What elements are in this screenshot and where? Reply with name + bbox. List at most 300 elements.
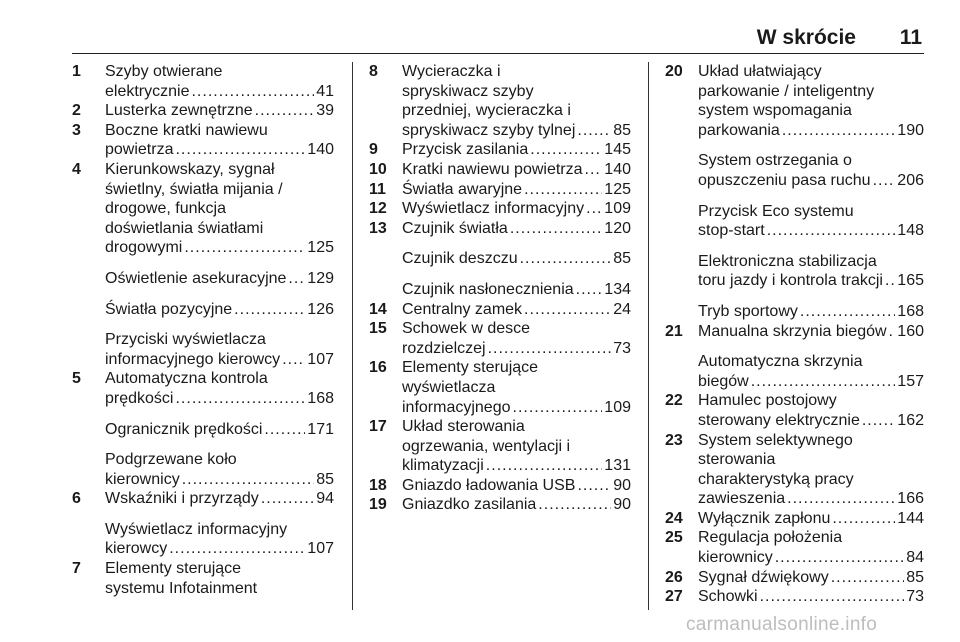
page-header: [72, 0, 924, 54]
index-entry: [72, 489, 334, 509]
page-reference: 157: [897, 372, 924, 390]
page-reference: 90: [613, 476, 631, 494]
page-number: 11: [899, 26, 922, 49]
entry-last-line: [402, 180, 631, 200]
entry-number: 23: [665, 431, 683, 449]
entry-label: Manualna skrzynia biegów: [698, 322, 887, 340]
entry-line: Regulacja położenia: [698, 529, 843, 547]
page-reference: 129: [307, 269, 334, 287]
entry-label: Czujnik deszczu: [402, 250, 518, 268]
entry-line: ogrzewania, wentylacji i: [402, 437, 571, 455]
entry-text: [698, 509, 924, 529]
entry-last-line: [698, 548, 924, 568]
entry-label: sterowany elektrycznie: [698, 411, 860, 429]
entry-label: Wskaźniki i przyrządy: [105, 490, 259, 508]
page-reference: 206: [897, 171, 924, 189]
index-entry: [665, 252, 924, 291]
dot-leader: [751, 372, 896, 392]
entry-label: Schowki: [698, 588, 758, 606]
entry-label: Sygnał dźwiękowy: [698, 568, 829, 586]
entry-text: [402, 300, 631, 320]
page-reference: 41: [316, 82, 334, 100]
page-reference: 85: [613, 121, 631, 139]
index-column-3: [665, 62, 924, 607]
entry-label: prędkości: [105, 389, 174, 407]
page-reference: 190: [897, 121, 924, 139]
entry-line: Przycisk Eco systemu: [698, 202, 854, 220]
entry-line: Układ sterowania: [402, 418, 525, 436]
index-entry: [665, 62, 924, 140]
watermark: carmanualsonline.info: [686, 614, 878, 635]
entry-number: 19: [369, 496, 387, 514]
entry-number: 24: [665, 509, 683, 527]
entry-line: Elementy sterujące: [105, 560, 242, 578]
entry-number: 1: [72, 63, 81, 80]
entry-label: Światła pozycyjne: [105, 300, 233, 318]
entry-label: Kratki nawiewu powietrza: [402, 160, 583, 178]
index-column-2: [369, 62, 631, 515]
entry-last-line: [402, 219, 631, 239]
entry-text: [402, 180, 631, 200]
dot-leader: [530, 140, 602, 160]
dot-leader: [538, 495, 611, 515]
entry-last-line: [105, 489, 334, 509]
entry-last-line: [105, 140, 334, 160]
entry-last-line: [105, 238, 334, 258]
entry-number: 3: [72, 121, 81, 139]
entry-last-line: [698, 509, 924, 529]
page-reference: 126: [307, 300, 334, 318]
entry-line: Automatyczna kontrola: [105, 370, 268, 388]
dot-leader: [255, 101, 315, 121]
page-reference: 144: [897, 509, 924, 527]
index-entry: [369, 358, 631, 417]
index-entry: [369, 495, 631, 515]
entry-label: parkowania: [698, 121, 780, 139]
entry-line: Kierunkowskazy, sygnał: [105, 160, 275, 178]
entry-text: [698, 587, 924, 607]
dot-leader: [586, 199, 602, 219]
entry-label: opuszczeniu pasa ruchu: [698, 171, 871, 189]
entry-text: [105, 330, 334, 369]
dot-leader: [513, 398, 603, 418]
index-entry: [665, 151, 924, 190]
entry-last-line: [402, 339, 631, 359]
entry-line: Boczne kratki nawiewu: [105, 121, 268, 139]
entry-text: [105, 420, 334, 440]
dot-leader: [800, 302, 895, 322]
entry-text: [698, 391, 924, 430]
entry-last-line: [698, 568, 924, 588]
entry-line: sterowania: [698, 451, 776, 469]
entry-number: 20: [665, 63, 683, 80]
dot-leader: [889, 322, 896, 342]
dot-leader: [585, 160, 603, 180]
entry-last-line: [105, 389, 334, 409]
entry-number: 27: [665, 588, 683, 606]
dot-leader: [520, 249, 612, 269]
dot-leader: [787, 489, 895, 509]
entry-number: 25: [665, 529, 683, 547]
entry-last-line: [698, 302, 924, 322]
entry-number: 6: [72, 490, 81, 508]
index-entry: [665, 509, 924, 529]
index-entry: [665, 391, 924, 430]
entry-last-line: [698, 121, 924, 141]
entry-label: Światła awaryjne: [402, 180, 523, 198]
entry-text: [105, 269, 334, 289]
entry-text: [698, 322, 924, 342]
index-entry: [72, 62, 334, 101]
entry-last-line: [698, 221, 924, 241]
index-entry: [369, 280, 631, 300]
entry-last-line: [105, 82, 334, 102]
entry-last-line: [698, 411, 924, 431]
entry-label: Tryb sportowy: [698, 302, 798, 320]
index-entry: [369, 62, 631, 140]
column-divider: [352, 62, 353, 610]
dot-leader: [885, 271, 895, 291]
entry-label: informacyjnego: [402, 398, 511, 416]
entry-line: Układ ułatwiający: [698, 63, 822, 80]
entry-line: drogowe, funkcja: [105, 200, 226, 218]
entry-text: [698, 568, 924, 588]
entry-label: spryskiwacz szyby tylnej: [402, 121, 576, 139]
page-reference: 134: [604, 280, 631, 298]
dot-leader: [524, 300, 611, 320]
page-reference: 24: [613, 300, 631, 318]
entry-label: zawieszenia: [698, 490, 786, 508]
page-reference: 165: [897, 272, 924, 290]
entry-label: Oświetlenie asekuracyjne: [105, 269, 287, 287]
index-entry: [72, 300, 334, 320]
entry-label: informacyjnego kierowcy: [105, 350, 281, 368]
dot-leader: [282, 350, 305, 370]
dot-leader: [264, 420, 305, 440]
entry-last-line: [698, 271, 924, 291]
entry-last-line: [402, 476, 631, 496]
page-reference: 168: [897, 302, 924, 320]
dot-leader: [234, 300, 305, 320]
page-reference: 162: [897, 411, 924, 429]
entry-text: [698, 252, 924, 291]
entry-label: powietrza: [105, 141, 174, 159]
entry-label: klimatyzacji: [402, 457, 484, 475]
entry-text: [105, 520, 334, 559]
entry-line: System selektywnego: [698, 431, 853, 449]
entry-last-line: [105, 269, 334, 289]
entry-last-line: [698, 587, 924, 607]
dot-leader: [775, 548, 905, 568]
index-entry: [369, 300, 631, 320]
dot-leader: [182, 470, 315, 490]
entry-label: Centralny zamek: [402, 300, 523, 318]
entry-line: Podgrzewane koło: [105, 451, 237, 469]
index-entry: [72, 160, 334, 258]
index-entry: [369, 417, 631, 476]
index-entry: [665, 302, 924, 322]
page-reference: 85: [316, 470, 334, 488]
entry-number: 18: [369, 476, 387, 494]
entry-line: System ostrzegania o: [698, 152, 852, 170]
page-reference: 140: [307, 141, 334, 159]
entry-text: [402, 219, 631, 239]
entry-number: 13: [369, 219, 387, 237]
entry-number: 7: [72, 560, 81, 578]
entry-number: 22: [665, 392, 683, 410]
entry-line: wyświetlacza: [402, 378, 496, 396]
entry-last-line: [105, 470, 334, 490]
dot-leader: [873, 171, 896, 191]
entry-number: 14: [369, 300, 387, 318]
index-entry: [665, 202, 924, 241]
page-reference: 39: [316, 102, 334, 120]
entry-label: kierownicy: [105, 470, 180, 488]
dot-leader: [760, 587, 905, 607]
entry-line: system wspomagania: [698, 102, 852, 120]
page-reference: 84: [906, 549, 924, 567]
index-entry: [665, 352, 924, 391]
page-reference: 171: [307, 420, 334, 438]
entry-text: [402, 417, 631, 476]
dot-leader: [576, 280, 603, 300]
entry-last-line: [698, 322, 924, 342]
entry-number: 16: [369, 359, 387, 377]
entry-line: parkowanie / inteligentny: [698, 82, 875, 100]
dot-leader: [577, 121, 611, 141]
page-reference: 160: [897, 322, 924, 340]
entry-last-line: [105, 350, 334, 370]
entry-text: [402, 280, 631, 300]
dot-leader: [524, 180, 602, 200]
index-entry: [665, 322, 924, 342]
entry-last-line: [698, 372, 924, 392]
entry-number: 4: [72, 160, 81, 178]
entry-text: [105, 300, 334, 320]
dot-leader: [832, 509, 895, 529]
page-reference: 140: [604, 160, 631, 178]
entry-last-line: [105, 101, 334, 121]
entry-label: kierownicy: [698, 549, 773, 567]
dot-leader: [862, 411, 895, 431]
page-title: W skrócie: [756, 26, 856, 49]
entry-label: toru jazdy i kontrola trakcji: [698, 272, 883, 290]
page-reference: 73: [613, 339, 631, 357]
entry-text: [402, 249, 631, 269]
entry-last-line: [402, 199, 631, 219]
dot-leader: [175, 140, 305, 160]
entry-line: przedniej, wycieraczka i: [402, 102, 571, 120]
entry-text: [402, 476, 631, 496]
entry-number: 2: [72, 102, 81, 120]
entry-number: 11: [369, 180, 386, 198]
index-entry: [369, 140, 631, 160]
entry-label: stop-start: [698, 222, 765, 240]
entry-text: [698, 151, 924, 190]
dot-leader: [169, 539, 305, 559]
entry-number: 17: [369, 418, 387, 436]
entry-line: Schowek w desce: [402, 320, 531, 338]
entry-line: świetlny, światła mijania /: [105, 180, 283, 198]
page-reference: 145: [604, 141, 631, 159]
entry-text: [105, 369, 334, 408]
page-reference: 125: [307, 239, 334, 257]
entry-text: [105, 62, 334, 101]
index-entry: [369, 249, 631, 269]
entry-last-line: [402, 160, 631, 180]
entry-line: Elektroniczna stabilizacja: [698, 252, 877, 270]
page-reference: 168: [307, 389, 334, 407]
page-reference: 90: [613, 496, 631, 514]
dot-leader: [184, 238, 305, 258]
entry-label: drogowymi: [105, 239, 183, 257]
entry-text: [105, 160, 334, 258]
page-reference: 166: [897, 490, 924, 508]
entry-text: [402, 358, 631, 417]
dot-leader: [175, 389, 305, 409]
entry-label: Czujnik nasłonecznienia: [402, 280, 574, 298]
index-entry: [369, 476, 631, 496]
entry-label: Gniazdko zasilania: [402, 496, 537, 514]
entry-text: [105, 489, 334, 509]
entry-last-line: [402, 495, 631, 515]
entry-last-line: [402, 456, 631, 476]
entry-text: [105, 101, 334, 121]
page-reference: 109: [604, 200, 631, 218]
entry-line: systemu Infotainment: [105, 579, 258, 597]
entry-number: 9: [369, 141, 378, 159]
entry-last-line: [402, 398, 631, 418]
page-reference: 107: [307, 350, 334, 368]
entry-text: [105, 450, 334, 489]
page-reference: 73: [906, 588, 924, 606]
entry-text: [698, 352, 924, 391]
index-entry: [369, 199, 631, 219]
entry-text: [402, 495, 631, 515]
index-entry: [369, 219, 631, 239]
dot-leader: [261, 489, 314, 509]
entry-label: Gniazdo ładowania USB: [402, 476, 576, 494]
entry-last-line: [105, 300, 334, 320]
entry-label: Czujnik światła: [402, 219, 508, 237]
page-reference: 109: [604, 398, 631, 416]
entry-label: Wyświetlacz informacyjny: [402, 200, 585, 218]
dot-leader: [191, 82, 314, 102]
entry-label: biegów: [698, 372, 749, 390]
entry-number: 10: [369, 160, 387, 178]
entry-last-line: [105, 539, 334, 559]
dot-leader: [767, 221, 896, 241]
entry-label: rozdzielczej: [402, 339, 486, 357]
entry-text: [698, 431, 924, 509]
entry-text: [698, 528, 924, 567]
entry-text: [105, 559, 334, 598]
entry-line: charakterystyką pracy: [698, 470, 854, 488]
entry-text: [698, 302, 924, 322]
page-reference: 120: [604, 219, 631, 237]
entry-text: [698, 202, 924, 241]
entry-last-line: [402, 140, 631, 160]
index-entry: [369, 160, 631, 180]
entry-text: [698, 62, 924, 140]
entry-last-line: [402, 249, 631, 269]
entry-label: Lusterka zewnętrzne: [105, 102, 253, 120]
index-column-1: [72, 62, 334, 598]
index-entry: [72, 520, 334, 559]
index-entry: [72, 269, 334, 289]
page-reference: 85: [906, 568, 924, 586]
index-entry: [72, 450, 334, 489]
entry-line: Automatyczna skrzynia: [698, 353, 863, 371]
entry-number: 15: [369, 320, 387, 338]
index-entry: [72, 101, 334, 121]
index-entry: [72, 330, 334, 369]
index-entry: [665, 431, 924, 509]
index-entry: [72, 121, 334, 160]
index-entry: [665, 528, 924, 567]
entry-label: Ogranicznik prędkości: [105, 420, 263, 438]
index-entry: [665, 568, 924, 588]
entry-last-line: [105, 420, 334, 440]
entry-number: 21: [665, 322, 683, 340]
index-entry: [72, 559, 334, 598]
entry-last-line: [698, 489, 924, 509]
entry-last-line: [402, 280, 631, 300]
dot-leader: [782, 121, 895, 141]
entry-last-line: [402, 121, 631, 141]
page-reference: 107: [307, 540, 334, 558]
dot-leader: [488, 339, 612, 359]
index-entry: [369, 180, 631, 200]
entry-text: [402, 160, 631, 180]
entry-label: kierowcy: [105, 540, 168, 558]
index-entry: [72, 369, 334, 408]
entry-number: 8: [369, 63, 378, 80]
entry-last-line: [698, 171, 924, 191]
entry-number: 26: [665, 568, 683, 586]
entry-line: Szyby otwierane: [105, 63, 223, 80]
entry-line: spryskiwacz szyby: [402, 82, 534, 100]
entry-line: Przyciski wyświetlacza: [105, 331, 266, 349]
entry-text: [402, 199, 631, 219]
entry-label: elektrycznie: [105, 82, 190, 100]
index-entry: [665, 587, 924, 607]
dot-leader: [486, 456, 603, 476]
dot-leader: [831, 568, 904, 588]
entry-line: Hamulec postojowy: [698, 392, 837, 410]
entry-text: [402, 140, 631, 160]
entry-text: [402, 62, 631, 140]
index-entry: [369, 319, 631, 358]
entry-last-line: [402, 300, 631, 320]
page-reference: 148: [897, 222, 924, 240]
entry-number: 12: [369, 200, 387, 218]
page-reference: 131: [604, 457, 631, 475]
entry-line: Elementy sterujące: [402, 359, 539, 377]
page-reference: 125: [604, 180, 631, 198]
dot-leader: [577, 476, 611, 496]
dot-leader: [510, 219, 602, 239]
entry-number: 5: [72, 370, 81, 388]
entry-line: doświetlania światłami: [105, 219, 264, 237]
entry-text: [402, 319, 631, 358]
entry-text: [105, 121, 334, 160]
entry-label: Wyłącznik zapłonu: [698, 509, 831, 527]
index-entry: [72, 420, 334, 440]
page-reference: 94: [316, 490, 334, 508]
entry-line: Wyświetlacz informacyjny: [105, 520, 288, 538]
entry-label: Przycisk zasilania: [402, 141, 529, 159]
